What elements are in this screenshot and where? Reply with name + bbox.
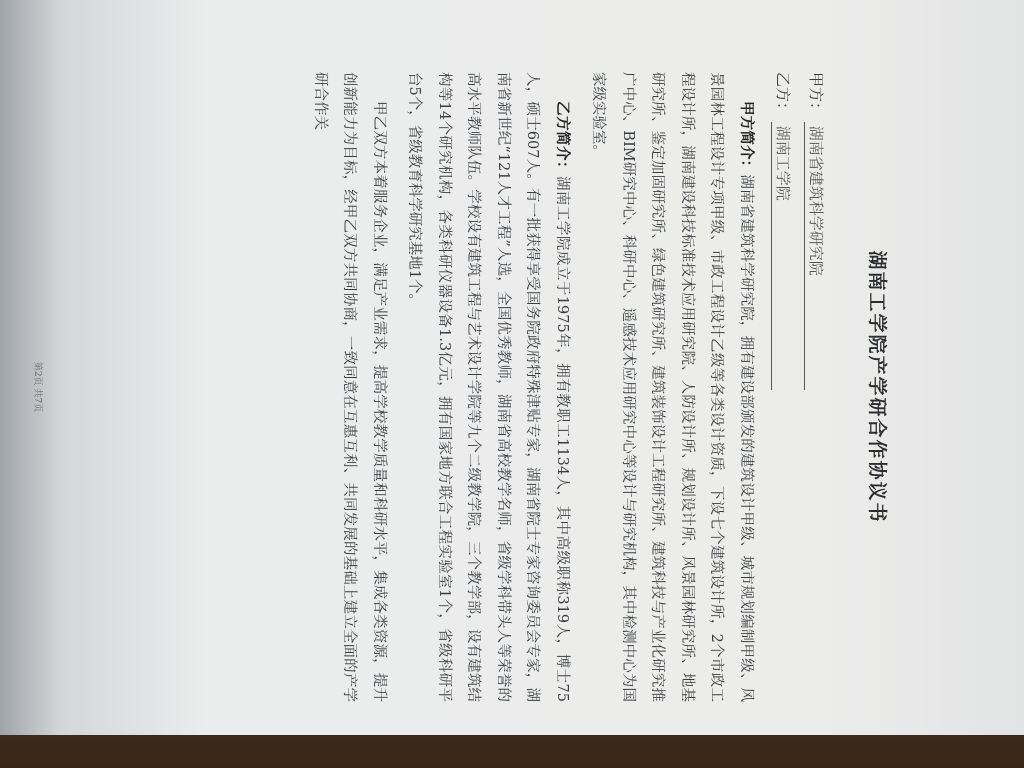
party-a-intro-text: 湖南省建筑科学研究院，拥有建设部颁发的建筑设计甲级、城市规划编制甲级、风景园林工程设计专项甲级、市政工程设计乙级等各类设计资质，下设七个建筑设计所，2个市政工程设计所，湖南建设科技标准技术应用研究院、人防设计所、规划设计所、风景园林研究所、地基研究所、鉴定加固研究所、绿色建筑研究所、建筑装饰设计工程研究所、建筑科技与产业化研究推广中心、BIM研究中心、科研中心、遥感技术应用研究中心等设计与研究机构，其中检测中心为国家级实验室。: [590, 72, 754, 702]
party-a-intro: [583, 72, 761, 702]
page-footer: 第2页 共7页: [32, 361, 42, 413]
party-b-intro-text: 湖南工学院成立于1975年，拥有教职工1134人，其中高级职称319人，博士75人，硕士607人。有一批获得享受国务院政府特殊津贴专家，湖南省院士专家咨询委员会专家，湖南省新世纪“121人才工程”人选，全国优秀教师，湖南省高校教学名师，省级学科带头人等荣誉的高水平教师队伍。学校设有建筑工程与艺术设计学院等九个二级教学院，三个教学部，设有建筑结构等14个研究机构，各类科研仪器设备1.3亿元，拥有国家地方联合工程实验室1个，省级科研平台5个，省级教育科学研究基地1个。: [406, 72, 570, 702]
party-a-line: [804, 72, 827, 702]
party-a-name: 湖南省建筑科学研究院: [804, 122, 827, 390]
party-b-label: 乙方：: [774, 72, 792, 118]
party-a-intro-label: 甲方简介：: [738, 101, 755, 175]
document-title: 湖南工学院产学研合作协议书: [866, 250, 888, 524]
cooperation-paragraph: 甲乙双方本着服务企业，满足产业需求，提高学校教学质量和科研水平，集成各类资源，提升创新能力为目标，经甲乙双方共同协商，一致同意在互惠互利、共同发展的基础上建立全面的产学研合作关: [312, 72, 387, 702]
party-b-intro-label: 乙方简介：: [554, 101, 571, 176]
rotated-page-content: [32, 72, 892, 702]
party-b-line: [771, 72, 794, 702]
party-b-name: 湖南工学院: [771, 122, 794, 390]
party-a-label: 甲方：: [807, 72, 825, 118]
party-b-intro: [399, 72, 577, 702]
